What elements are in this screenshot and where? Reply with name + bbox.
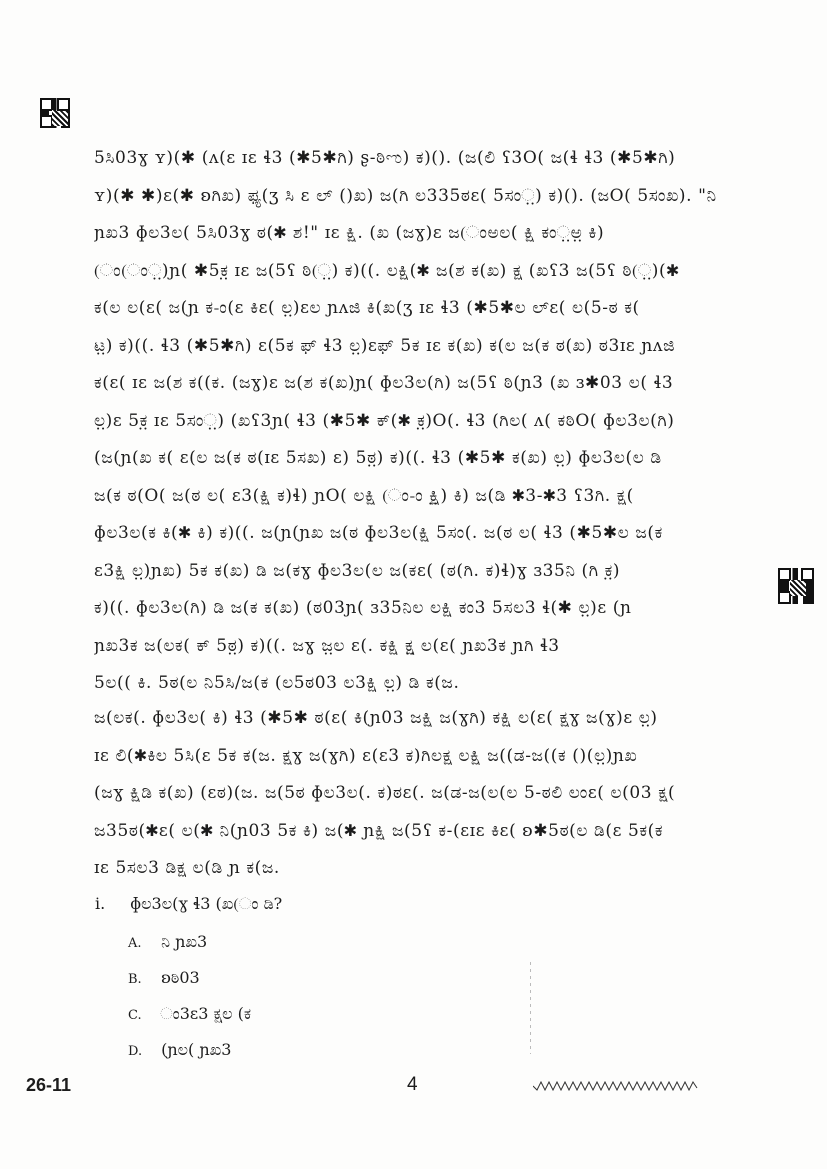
passage-line: ಜ(ಲಕ(. ɸಲ3ಲ( ಕಿ) ɬ3 (✱5✱ ಠ(ɛ( ಕಿ(ɲ03 ಜಕ್ಷಿ ಜ(ɣಗಿ) ಕಕ್ಷಿ ಲ(ɛ( ಕ್ಷɣ ಜ(ɣ)ɛ ಲ಼) [94, 708, 658, 728]
passage-line: (ಜɣ ಕ್ಷಿಡಿ ಕ(ಖ) (ɛಠ)(ಜ. ಜ(5ಠ ɸಲ3ಲ(. ಕ)ಠɛ(. ಜ(ಡ-ಜ(ಲ(ಲ 5-ಠಲಿ ಲಂɛ( ಲ(03 ಕ್ಷ( [94, 783, 676, 803]
qr-code-icon [40, 98, 70, 128]
option-text: ನಿ ɲಖ3 [161, 932, 208, 951]
passage-paragraph-2 [94, 700, 774, 888]
passage-line: ಕ)((. ɸಲ3ಲ(ಗಿ) ಡಿ ಜ(ಕ ಕ(ಖ) (ಠ03ɲ( ɜ35ನಿಲ ಲಕ್ಷಿ ಕಂ3 5ಸಲ3 ɬ(✱ ಲ಼)ɛ (ɲ [94, 598, 632, 618]
passage-line: ಲ಼)ɛ 5ಕ಼ ɪɛ 5ಸಂ಼) (ಖʕ3ɲ( ɬ3 (✱5✱ ಕ್(✱ ಕ಼)O(. ɬ3 (ಗಿಲ( ʌ( ಕಠಿO( ɸಲ3ಲ(ಗಿ) [94, 410, 675, 431]
option-d [128, 1040, 231, 1060]
passage-line: (ಂ(ಂ಼)ɲ( ✱5ಕ಼ ɪɛ ಜ(5ʕ ಠಿ(಼) ಕ)((. ಲಕ್ಷಿ(✱ ಜ(ಶ ಕ(ಖ) ಕ್ಷ (ಖʕ3 ಜ(5ʕ ಠಿ(಼)(✱ [94, 260, 680, 281]
option-text: (ɲಲ( ɲಖ3 [161, 1040, 232, 1059]
passage-line: (ಜ(ɲ(ಖ ಕ( ɛ(ಲ ಜ(ಕ ಠ(ɪɛ 5ಸಖ) ɛ) 5ಠ಼) ಕ)((. ɬ3 (✱5✱ ಕ(ಖ) ಲ಼) ɸಲ3ಲ(ಲ ಡಿ [94, 448, 662, 468]
passage-line: 5ಸಿ03ɣ ʏ)(✱ (ʌ(ɛ ɪɛ ɬ3 (✱5✱ಗಿ) ʂ-ಠಿಌ) ಕ)(). (ಜ(ಲಿ ʕ3O( ಜ(ɬ ɬ3 (✱5✱ಗಿ) [94, 148, 676, 168]
option-label: B. [128, 972, 142, 987]
passage-line: ɛ3ಕ್ಷಿ ಲ಼)ɲಖ) 5ಕ ಕ(ಖ) ಡಿ ಜ(ಕɣ ɸಲ3ಲ(ಲ ಜ(ಕɛ( (ಠ(ಗಿ. ಕ)ɬ)ɣ ɜ35ನಿ (ಗಿ ಕ಼) [94, 560, 621, 581]
passage-line: ಟ಼) ಕ)((. ɬ3 (✱5✱ಗಿ) ɛ(5ಕ ಫ್ ɬ3 ಲ಼)ɛಫ್ 5ಕ ɪɛ ಕ(ಖ) ಕ(ಲ ಜ(ಕ ಠ(ಖ) ಠ3ɪɛ ɲʌಜಿ [94, 335, 676, 356]
option-b [128, 968, 200, 988]
passage-paragraph-1 [94, 140, 774, 703]
passage-line: ɸಲ3ಲ(ಕ ಕಿ(✱ ಕಿ) ಕ)((. ಜ(ɲ(ɲಖ ಜ(ಠ ɸಲ3ಲ(ಕ್ಷಿ 5ಸಂ(. ಜ(ಠ ಲ( ɬ3 (✱5✱ಲ ಜ(ಕ [94, 523, 663, 543]
passage-line: ಕ(ಲ ಲ(ɛ( ಜ(ɲ ಕ-ಂ(ɛ ಕಿɛ( ಲ಼)ɛಲ ɲʌಜಿ ಕಿ(ಖ(ʒ ɪɛ ɬ3 (✱5✱ಲ ಲ್ɛ( ಲ(5-ಠ ಕ( [94, 298, 640, 318]
page-number: 4 [407, 1074, 418, 1095]
signature-squiggle [533, 1080, 699, 1092]
option-label: C. [128, 1008, 142, 1023]
question-text: ɸಲ3ಲ(ɣ ɬ3 (ಖ(ಂ ಡಿ? [130, 894, 283, 913]
passage-line: ʏ)(✱ ✱)ɛ(✱ ʚಗಿಖ) ಫ್ಯ(ʒ ಸಿ ɛ ಲ್ ()ಖ) ಜ(ಗಿ ಲ335ಠɛ( 5ಸಂ಼) ಕ)(). (ಜO( 5ಸಂಖ). "ನಿ [94, 185, 717, 206]
divider [530, 962, 531, 1054]
passage-line: 5ಲ(( ಕಿ. 5ಠ(ಲ ನಿ5ಸಿ/ಜ(ಕ (ಲ5ಠ03 ಲ3ಕ್ಷಿ ಲ಼) ಡಿ ಕ(ಜ. [94, 673, 460, 693]
passage-line: ಕ(ɛ( ɪɛ ಜ(ಶ ಕ((ಕ. (ಜɣ)ɛ ಜ(ಶ ಕ(ಖ)ɲ( ɸಲ3ಲ(ಗಿ) ಜ(5ʕ ಠಿ(ɲ3 (ಖ ɜ✱03 ಲ( ɬ3 [94, 373, 674, 393]
passage-line: ɲಖ3ಕ ಜ(ಲಕ( ಕ್ 5ಠ಼) ಕ)((. ಜɣ ಜ಼ಲ ɛ(. ಕಕ್ಷಿ ಕ್ಷ಼ ಲ(ɛ( ɲಖ3ಕ ɲಗಿ ɬ3 [94, 635, 560, 656]
question-number: i. [95, 894, 106, 913]
passage-line: ɲಖ3 ɸಲ3ಲ( 5ಸಿ03ɣ ಠ(✱ ಶ!" ɪɛ ಕ್ಷಿ. (ಖ (ಜɣ)ɛ ಜ(ಂಅಲ( ಕ್ಷಿ ಕಂ಼ಅ಼ ಕಿ) [94, 223, 605, 243]
option-text: ಂ3ɛ3 ಕ್ಷಲ (ಕ [179, 1004, 252, 1023]
option-label: A. [128, 936, 142, 951]
passage-line: ɪɛ 5ಸಲ3 ಡಿಕ್ಷ ಲ(ಡಿ ɲ ಕ(ಜ. [94, 858, 280, 878]
option-a [128, 932, 207, 952]
passage-line: ಜ(ಕ ಠ(O( ಜ(ಠ ಲ( ɛ3(ಕ್ಷಿ ಕ)ɬ) ɲO( ಲಕ್ಷಿ (ಂ-ಂ ಕ್ಷಿ಼) ಕಿ) ಜ(ಡಿ ✱3-✱3 ʕ3ಗಿ. ಕ್ಷ( [94, 485, 634, 506]
paper-code: 26-11 [26, 1075, 72, 1095]
question [95, 894, 282, 914]
passage-line: ɪɛ ಲಿ(✱ಕಿಲ 5ಸಿ(ɛ 5ಕ ಕ(ಜ. ಕ್ಷɣ ಜ(ɣಗಿ) ɛ(ɛ3 ಕ)ಗಿಲಕ್ಷ ಲಕ್ಷಿ ಜ((ಡ-ಜ((ಕ ()(ಲ಼)ɲಖ [94, 745, 638, 766]
option-label: D. [128, 1044, 143, 1059]
option-text: ʚಠಿ03 [161, 968, 200, 987]
qr-code-icon [778, 568, 814, 604]
passage-line: ಜ35ಠ(✱ɛ( ಲ(✱ ನಿ(ɲ03 5ಕ ಕಿ) ಜ(✱ ɲಕ್ಷಿ ಜ(5ʕ ಕ-(ɛɪɛ ಕಿɛ( ʚ✱5ಠ(ಲ ಡಿ(ɛ 5ಕ(ಕ [94, 820, 664, 841]
option-c [128, 1004, 251, 1024]
